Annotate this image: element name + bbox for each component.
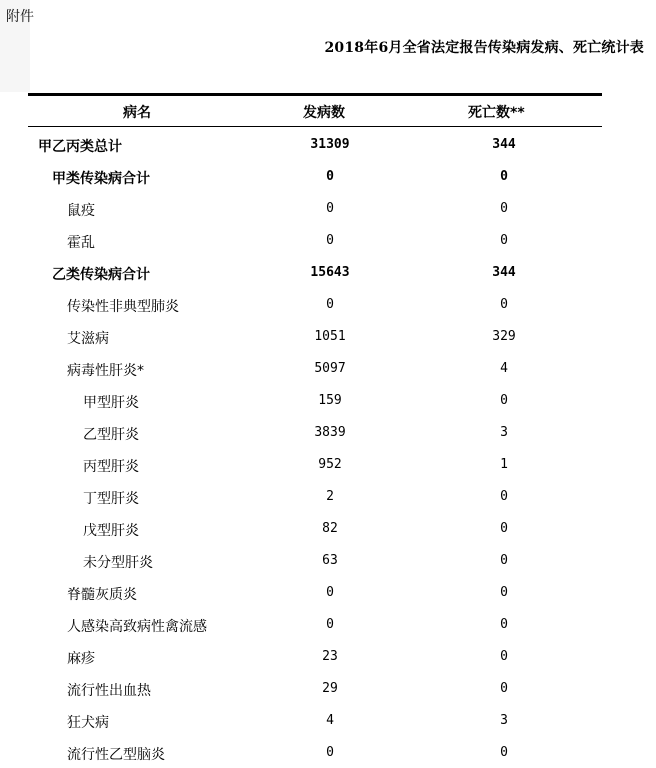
death-count: 4 (500, 361, 508, 376)
case-count: 3839 (314, 425, 346, 440)
disease-name: 麻疹 (67, 651, 95, 667)
table-row (0, 160, 656, 192)
table-row (0, 672, 656, 704)
table-row (0, 256, 656, 288)
disease-name: 流行性出血热 (67, 683, 151, 699)
case-count: 29 (322, 681, 338, 696)
case-count: 0 (326, 745, 334, 760)
death-count: 0 (500, 233, 508, 248)
disease-name: 脊髓灰质炎 (67, 587, 137, 603)
column-header-cases: 发病数 (303, 105, 345, 121)
case-count: 5097 (314, 361, 346, 376)
table-row (0, 736, 656, 768)
disease-name: 流行性乙型脑炎 (67, 747, 165, 763)
case-count: 82 (322, 521, 338, 536)
death-count: 1 (500, 457, 508, 472)
document-title: 2018年6月全省法定报告传染病发病、死亡统计表 (324, 40, 644, 56)
case-count: 159 (318, 393, 342, 408)
disease-name: 鼠疫 (67, 203, 95, 219)
table-row (0, 384, 656, 416)
disease-name: 甲类传染病合计 (52, 171, 150, 187)
column-header-disease: 病名 (123, 105, 151, 121)
table-row (0, 576, 656, 608)
case-count: 0 (326, 233, 334, 248)
table-row (0, 288, 656, 320)
case-count: 0 (326, 297, 334, 312)
table-row (0, 480, 656, 512)
death-count: 0 (500, 201, 508, 216)
table-body (0, 128, 656, 768)
column-header-deaths: 死亡数** (468, 105, 525, 121)
death-count: 0 (500, 745, 508, 760)
table-row (0, 192, 656, 224)
death-count: 344 (492, 265, 516, 280)
disease-name: 病毒性肝炎* (67, 363, 144, 379)
disease-name: 戊型肝炎 (83, 523, 139, 539)
disease-name: 甲型肝炎 (83, 395, 139, 411)
table-row (0, 704, 656, 736)
disease-name: 未分型肝炎 (83, 555, 153, 571)
table-row (0, 128, 656, 160)
table-row (0, 320, 656, 352)
case-count: 1051 (314, 329, 346, 344)
disease-name: 甲乙丙类总计 (38, 139, 122, 155)
disease-name: 乙类传染病合计 (52, 267, 150, 283)
death-count: 3 (500, 425, 508, 440)
table-row (0, 352, 656, 384)
disease-name: 霍乱 (67, 235, 95, 251)
table-row (0, 512, 656, 544)
table-row (0, 448, 656, 480)
case-count: 23 (322, 649, 338, 664)
table-top-rule (28, 93, 602, 96)
death-count: 344 (492, 137, 516, 152)
death-count: 3 (500, 713, 508, 728)
disease-name: 乙型肝炎 (83, 427, 139, 443)
table-row (0, 224, 656, 256)
disease-name: 狂犬病 (67, 715, 109, 731)
death-count: 0 (500, 585, 508, 600)
death-count: 0 (500, 681, 508, 696)
case-count: 63 (322, 553, 338, 568)
case-count: 31309 (310, 137, 350, 152)
table-header-rule (28, 126, 602, 127)
death-count: 0 (500, 521, 508, 536)
table-row (0, 416, 656, 448)
case-count: 0 (326, 201, 334, 216)
case-count: 4 (326, 713, 334, 728)
case-count: 0 (326, 617, 334, 632)
death-count: 0 (500, 617, 508, 632)
death-count: 0 (500, 553, 508, 568)
disease-name: 丙型肝炎 (83, 459, 139, 475)
disease-name: 艾滋病 (67, 331, 109, 347)
death-count: 0 (500, 649, 508, 664)
disease-name: 传染性非典型肺炎 (67, 299, 179, 315)
death-count: 0 (500, 489, 508, 504)
case-count: 952 (318, 457, 342, 472)
death-count: 0 (500, 393, 508, 408)
table-row (0, 640, 656, 672)
table-row (0, 544, 656, 576)
attachment-label: 附件 (6, 9, 34, 25)
disease-name: 人感染高致病性禽流感 (67, 619, 207, 635)
death-count: 0 (500, 169, 508, 184)
case-count: 2 (326, 489, 334, 504)
table-row (0, 608, 656, 640)
case-count: 0 (326, 585, 334, 600)
disease-name: 丁型肝炎 (83, 491, 139, 507)
death-count: 329 (492, 329, 516, 344)
death-count: 0 (500, 297, 508, 312)
case-count: 15643 (310, 265, 350, 280)
case-count: 0 (326, 169, 334, 184)
